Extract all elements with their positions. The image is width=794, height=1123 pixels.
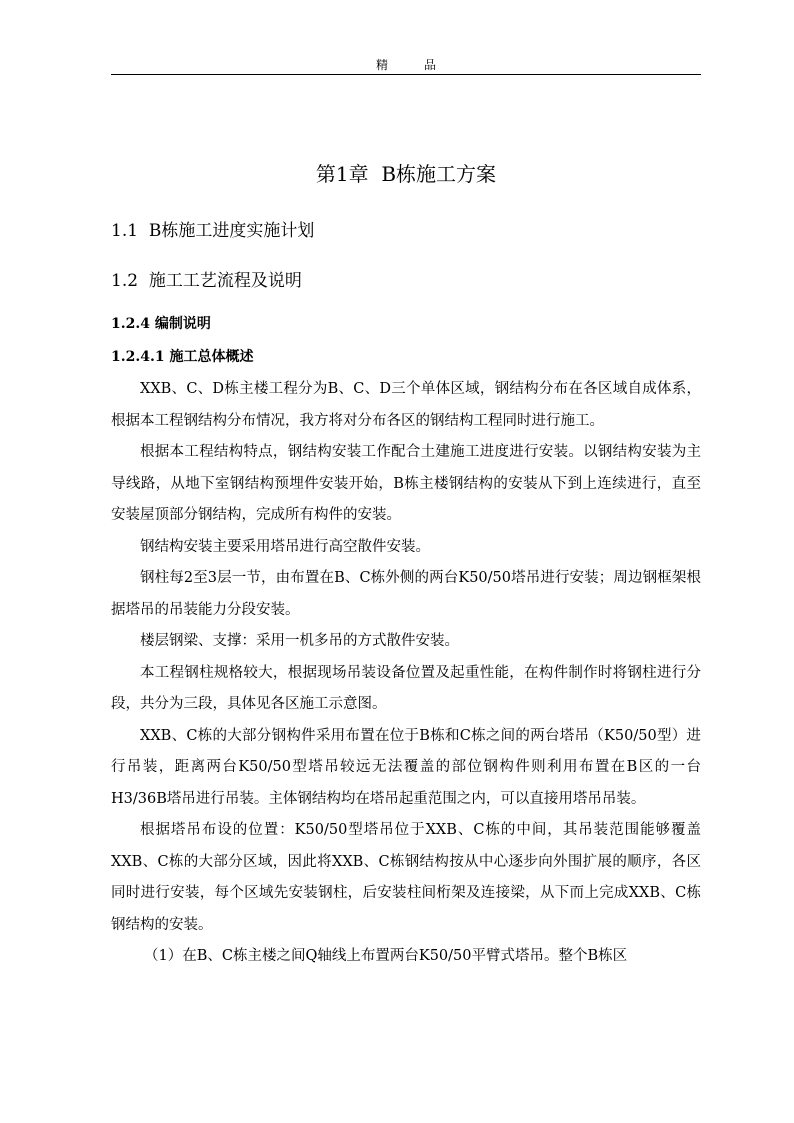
paragraph: XXB、C栋的大部分钢构件采用布置在位于B栋和C栋之间的两台塔吊（K50/50型）进行吊装，距离两台K50/50型塔吊较远无法覆盖的部位钢构件则利用布置在B区的一台H3/36B塔吊进行吊装。主体钢结构均在塔吊起重范围之内，可以直接用塔吊吊装。 [111, 727, 701, 807]
paragraph: 钢柱每2至3层一节，由布置在B、C栋外侧的两台K50/50塔吊进行安装；周边钢框架根据塔吊的吊装能力分段安装。 [111, 570, 701, 618]
body-text [111, 374, 701, 973]
chapter-title: 第1章 B栋施工方案 [315, 162, 497, 186]
list-item: （1）在B、C栋主楼之间Q轴线上布置两台K50/50平臂式塔吊。整个B栋区 [144, 948, 628, 964]
section-heading: 1.1 B栋施工进度实施计划 [111, 221, 315, 241]
section-heading: 1.2 施工工艺流程及说明 [111, 271, 302, 291]
page-header: 精品 [111, 56, 701, 75]
paragraph: 根据塔吊布设的位置：K50/50型塔吊位于XXB、C栋的中间，其吊装范围能够覆盖XXB、C栋的大部分区域，因此将XXB、C栋钢结构按从中心逐步向外围扩展的顺序，各区同时进行安装，每个区域先安装钢柱，后安装柱间桁架及连接梁，从下而上完成XXB、C栋钢结构的安装。 [111, 822, 701, 933]
paragraph: XXB、C、D栋主楼工程分为B、C、D三个单体区域，钢结构分布在各区域自成体系，根据本工程钢结构分布情况，我方将对分布各区的钢结构工程同时进行施工。 [111, 381, 701, 429]
paragraph: 本工程钢柱规格较大，根据现场吊装设备位置及起重性能，在构件制作时将钢柱进行分段，共分为三段，具体见各区施工示意图。 [111, 664, 701, 712]
subsection-heading: 1.2.4.1 施工总体概述 [111, 349, 254, 365]
paragraph: 楼层钢梁、支撑：采用一机多吊的方式散件安装。 [140, 633, 459, 649]
paragraph: 根据本工程结构特点，钢结构安装工作配合土建施工进度进行安装。以钢结构安装为主导线路，从地下室钢结构预埋件安装开始，B栋主楼钢结构的安装从下到上连续进行，直至安装屋顶部分钢结构，完成所有构件的安装。 [111, 444, 701, 523]
paragraph: 钢结构安装主要采用塔吊进行高空散件安装。 [140, 538, 430, 555]
subsection-heading: 1.2.4 编制说明 [111, 316, 211, 332]
